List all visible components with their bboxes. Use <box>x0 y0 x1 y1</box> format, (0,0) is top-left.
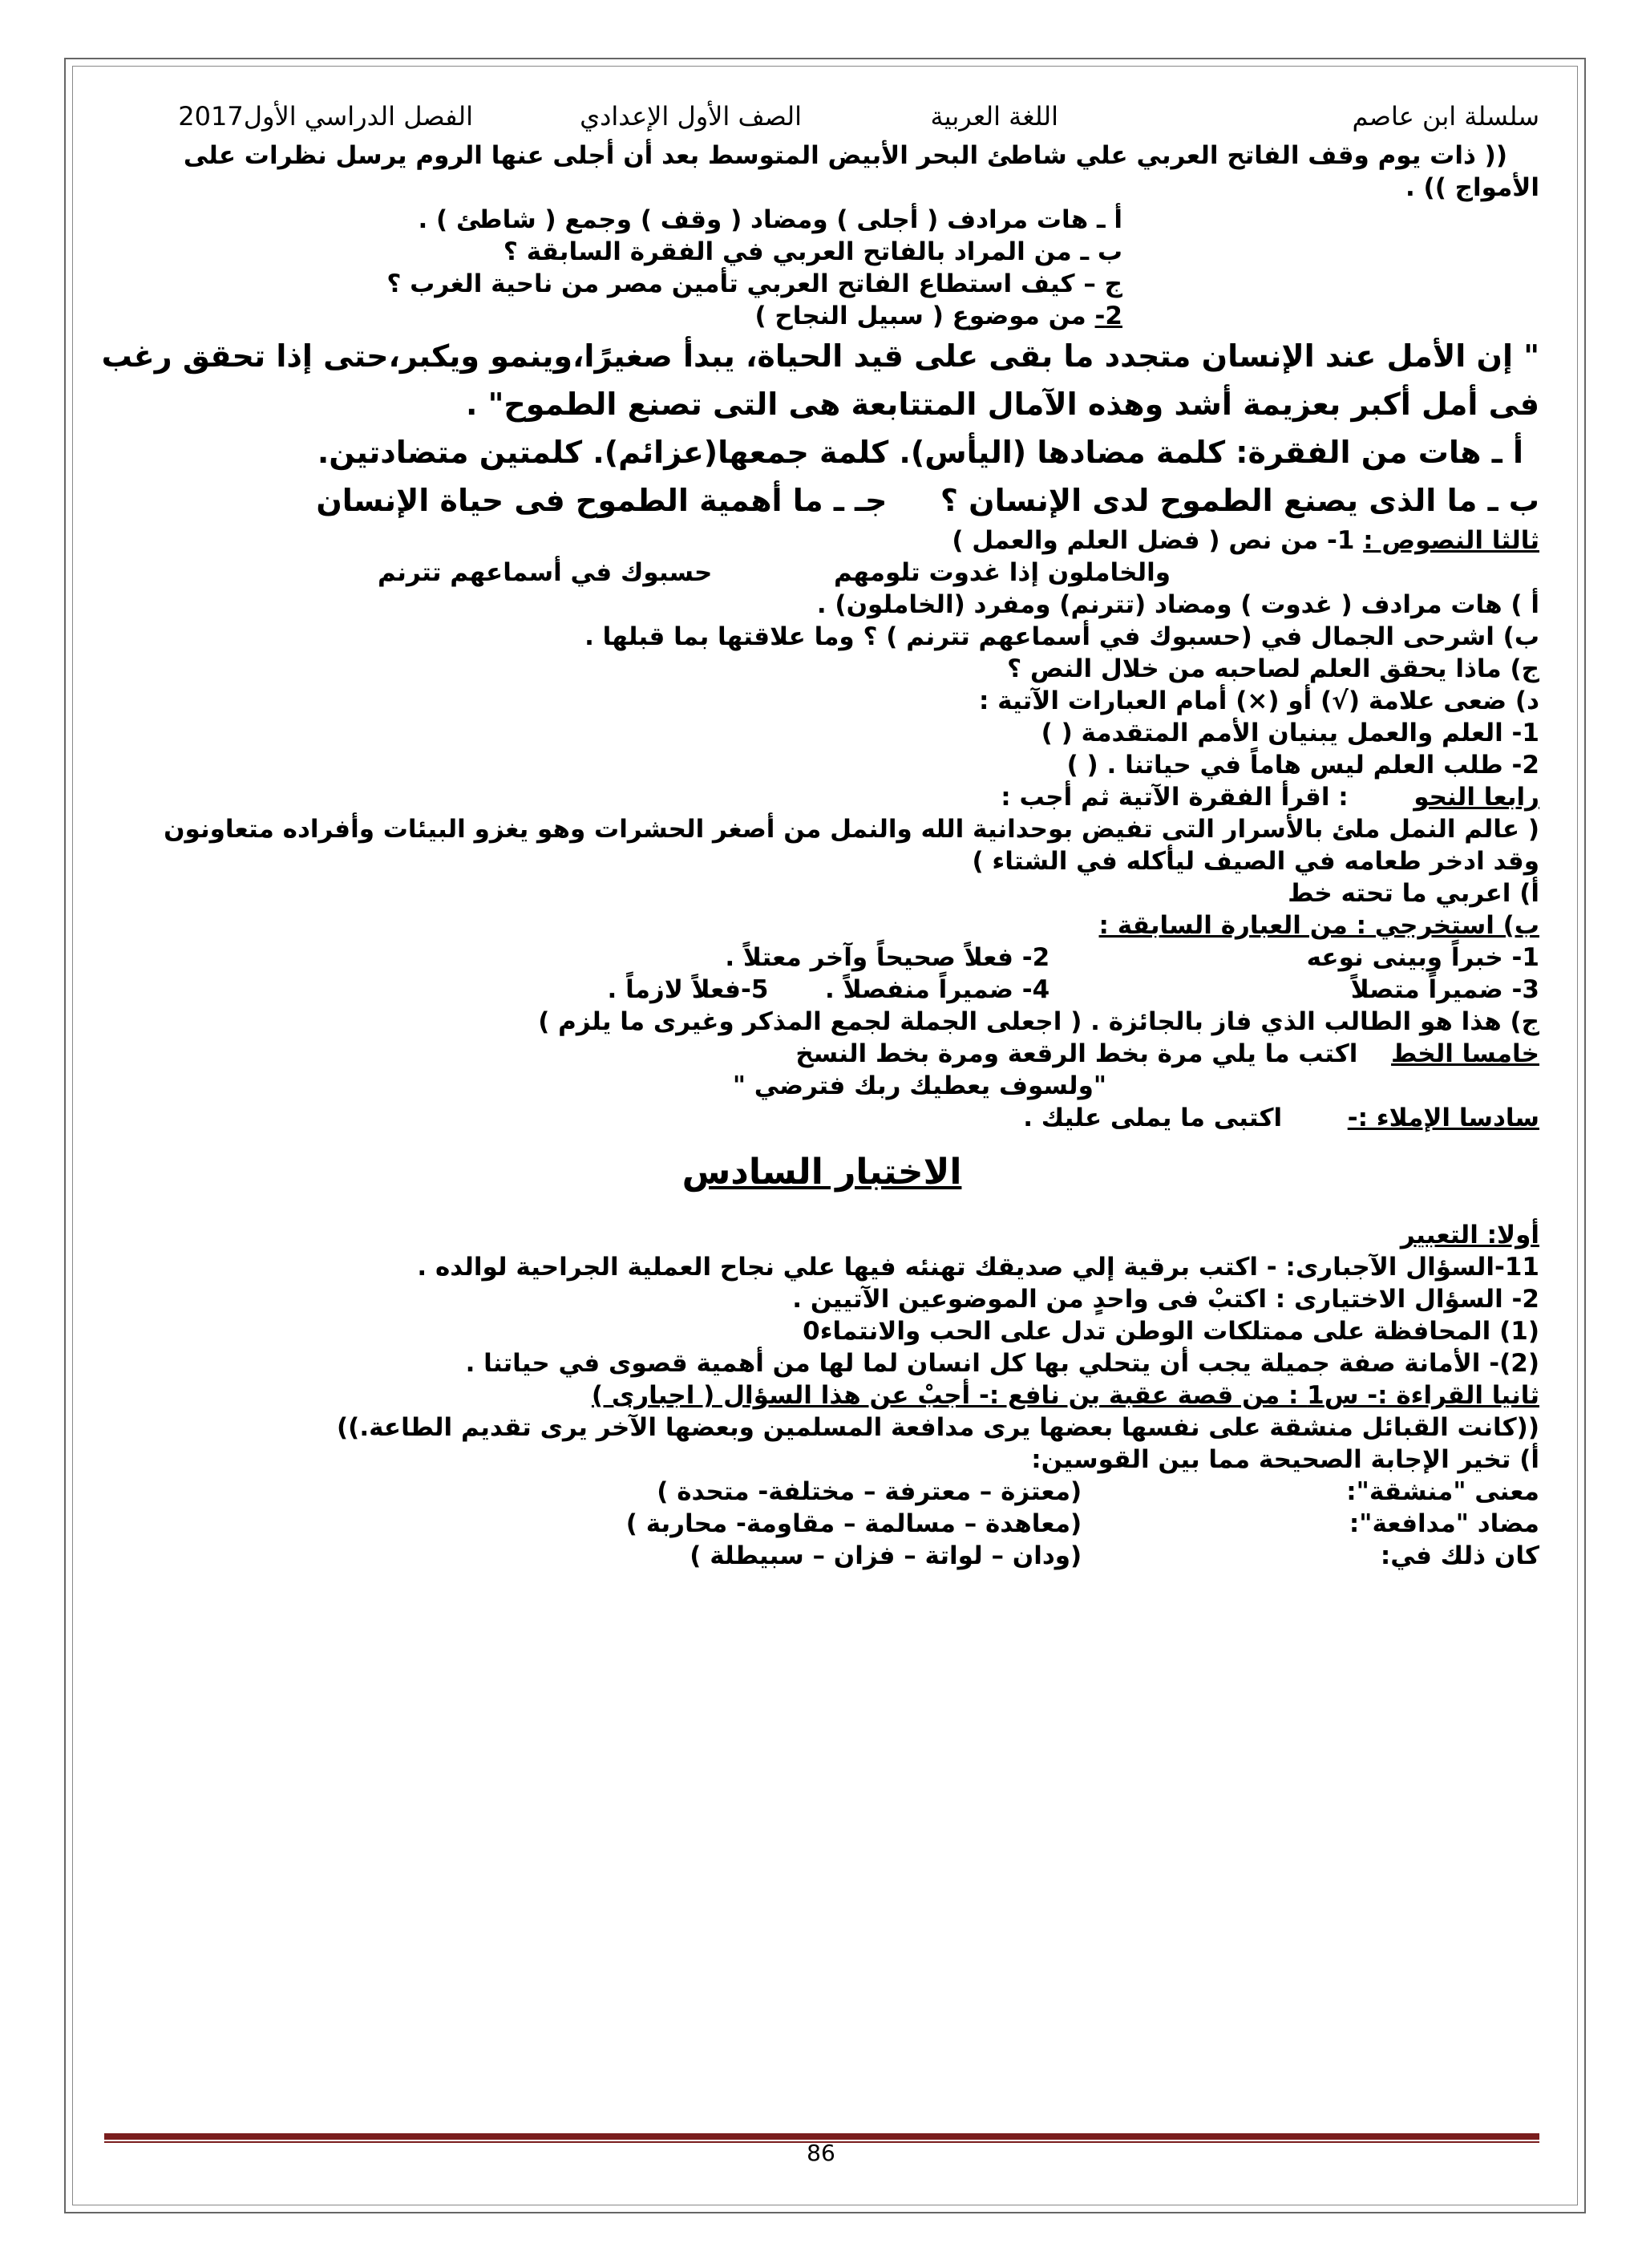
reading-choice-row-3 <box>104 1540 1539 1572</box>
topic2-question-a: أ ـ هات من الفقرة: كلمة مضادها (اليأس). كلمة جمعها(عزائم). كلمتين متضادتين. <box>317 435 1523 470</box>
texts-heading-line <box>104 524 1539 557</box>
dictation-section <box>104 1102 1539 1134</box>
dictation-heading: سادسا الإملاء :- <box>1347 1104 1539 1132</box>
passage1-question-a: أ ـ هات مرادف ( أجلى ) ومضاد ( وقف ) وجمع ( شاطئ ) . <box>418 205 1122 234</box>
reading-section <box>104 1379 1539 1572</box>
dictation-line <box>104 1102 1539 1134</box>
handwriting-instruction: اكتب ما يلي مرة بخط الرقعة ومرة بخط النسخ <box>795 1039 1358 1068</box>
passage-1 <box>104 140 1539 300</box>
expression-heading: أولا: التعبير <box>1400 1221 1539 1249</box>
texts-question-c: ج) ماذا يحقق العلم لصاحبه من خلال النص ؟ <box>1007 654 1539 683</box>
texts-statement-1: 1- العلم والعمل يبنيان الأمم المتقدمة ( ) <box>1041 719 1539 747</box>
header-subject: اللغة العربية <box>930 101 1058 132</box>
topic2-question-c: جـ ـ ما أهمية الطموح فى حياة الإنسان <box>316 483 888 518</box>
handwriting-heading-line <box>104 1038 1539 1070</box>
texts-heading: ثالثا النصوص : <box>1363 526 1539 555</box>
choice-1-options: (معتزة – معترفة – مختلفة- متحدة ) <box>657 1477 1082 1506</box>
choice-3-options: (ودان – لواتة – فزان – سبيطلة ) <box>690 1541 1082 1570</box>
grammar-items-row2 <box>104 974 1539 1006</box>
grammar-item-4: 4- ضميراً منفصلاً . <box>825 975 1050 1004</box>
topic2-heading <box>104 300 1539 332</box>
verse-first-half: والخاملون إذا غدوت تلومهم <box>834 558 1171 587</box>
texts-question-d: د) ضعى علامة (√) أو (×) أمام العبارات الآتية : <box>978 686 1539 715</box>
expression-required: 11-السؤال الآجبارى: - اكتب برقية إلي صديقك تهنئه فيها علي نجاح العملية الجراحية لوالده . <box>417 1253 1539 1282</box>
dictation-instruction: اكتبى ما يملى عليك . <box>1023 1104 1283 1132</box>
reading-heading: ثانيا القراءة :- س1 : من قصة عقبة بن نافع :- أجبْ عن هذا السؤال ( اجبارى ) <box>591 1381 1539 1410</box>
handwriting-section <box>104 1038 1539 1102</box>
page-header <box>104 95 1539 140</box>
passage1-line1: (( ذات يوم وقف الفاتح العربي علي شاطئ البحر الأبيض المتوسط بعد أن أجلى عنها الروم يرسل نظرات على <box>183 141 1507 170</box>
texts-from: 1- من نص ( فضل العلم والعمل ) <box>952 526 1355 555</box>
document-body <box>101 95 1539 1572</box>
expression-option-2: (2)- الأمانة صفة جميلة يجب أن يتحلي بها كل انسان لما لها من أهمية قصوى في حياتنا . <box>465 1349 1539 1378</box>
texts-question-b: ب) اشرحى الجمال في (حسبوك في أسماعهم تترنم ) ؟ وما علاقتها بما قبلها . <box>584 622 1539 651</box>
grammar-heading: رابعا النحو <box>1413 783 1539 812</box>
reading-choose-instruction: أ) تخير الإجابة الصحيحة مما بين القوسين: <box>1031 1445 1539 1474</box>
grammar-paragraph-line2: وقد ادخر طعامه في الصيف ليأكله في الشتاء ) <box>972 847 1539 876</box>
texts-question-a: أ ) هات مرادف ( غدوت ) ومضاد (تترنم) ومفرد (الخاملون) . <box>816 590 1539 619</box>
topic2-questions-bc <box>104 476 1539 524</box>
grammar-question-b: ب) استخرجي : من العبارة السابقة : <box>1098 911 1539 940</box>
choice-2-options: (معاهدة – مسالمة – مقاومة- محاربة ) <box>625 1509 1082 1538</box>
header-term: الفصل الدراسي الأول2017 <box>178 101 473 132</box>
grammar-items-row1 <box>104 942 1539 974</box>
passage1-line2: الأمواج )) . <box>1405 173 1539 202</box>
header-series: سلسلة ابن عاصم <box>1352 101 1539 132</box>
texts-statement-2: 2- طلب العلم ليس هاماً في حياتنا . ( ) <box>1066 751 1539 780</box>
grammar-paragraph-line1: ( عالم النمل ملئ بالأسرار التى تفيض بوحدانية الله والنمل من أصغر الحشرات وهو يغزو البيئات وأفراده متعاونون <box>164 815 1539 844</box>
topic2-label: من موضوع ( سبيل النجاح ) <box>754 302 1086 330</box>
grammar-section <box>104 781 1539 1038</box>
reading-choice-row-1 <box>104 1476 1539 1508</box>
expression-section <box>104 1219 1539 1379</box>
header-grade: الصف الأول الإعدادي <box>580 101 802 132</box>
footer-rule <box>104 2133 1539 2140</box>
grammar-item-2: 2- فعلاً صحيحاً وآخر معتلاً . <box>725 943 1050 972</box>
grammar-instruction: : اقرأ الفقرة الآتية ثم أجب : <box>1001 783 1349 812</box>
exam-title: الاختبار السادس <box>681 1152 962 1193</box>
expression-option-1: (1) المحافظة على ممتلكات الوطن تدل على الحب والانتماء0 <box>803 1317 1539 1346</box>
verse-second-half: حسبوك في أسماعهم تترنم <box>377 558 713 587</box>
topic2-number: 2- <box>1094 302 1122 330</box>
topic2-quote-line1: " إن الأمل عند الإنسان متجدد ما بقى على قيد الحياة، يبدأ صغيرًا،وينمو ويكبر،حتى إذا تحقق رغب <box>101 338 1539 374</box>
choice-3-label: كان ذلك في: <box>1380 1541 1539 1570</box>
reading-choice-row-2 <box>104 1508 1539 1540</box>
grammar-question-a: أ) اعربي ما تحته خط <box>1288 879 1539 908</box>
passage1-question-c: ج – كيف استطاع الفاتح العربي تأمين مصر من ناحية الغرب ؟ <box>386 269 1122 298</box>
topic-2 <box>101 300 1539 524</box>
choice-1-label: معنى "منشقة": <box>1346 1477 1539 1506</box>
handwriting-heading: خامسا الخط <box>1391 1039 1539 1068</box>
choice-2-label: مضاد "مدافعة": <box>1349 1509 1539 1538</box>
reading-passage: ((كانت القبائل منشقة على نفسها بعضها يرى مدافعة المسلمين وبعضها الآخر يرى تقديم الطاعة.)) <box>336 1413 1539 1442</box>
grammar-heading-line <box>104 781 1539 813</box>
texts-section <box>104 524 1539 781</box>
grammar-item-1: 1- خبراً وبينى نوعه <box>1306 943 1539 972</box>
page-number: 86 <box>807 2140 835 2166</box>
topic2-question-b: ب ـ ما الذى يصنع الطموح لدى الإنسان ؟ <box>940 483 1539 518</box>
grammar-item-3: 3- ضميراً متصلاً <box>1350 975 1539 1004</box>
grammar-question-c: ج) هذا هو الطالب الذي فاز بالجائزة . ( اجعلى الجملة لجمع المذكر وغيرى ما يلزم ) <box>538 1007 1539 1036</box>
texts-verse <box>104 557 1539 589</box>
topic2-quote-line2: فى أمل أكبر بعزيمة أشد وهذه الآمال المتتابعة هى التى تصنع الطموح" . <box>465 387 1539 422</box>
passage1-question-b: ب ـ من المراد بالفاتح العربي في الفقرة السابقة ؟ <box>503 237 1122 266</box>
handwriting-phrase: "ولسوف يعطيك ربك فترضي " <box>732 1071 1106 1100</box>
grammar-item-5: 5-فعلاً لازماً . <box>607 975 769 1004</box>
expression-optional: 2- السؤال الاختيارى : اكتبْ فى واحدٍ من الموضوعين الآتيين . <box>792 1285 1539 1314</box>
